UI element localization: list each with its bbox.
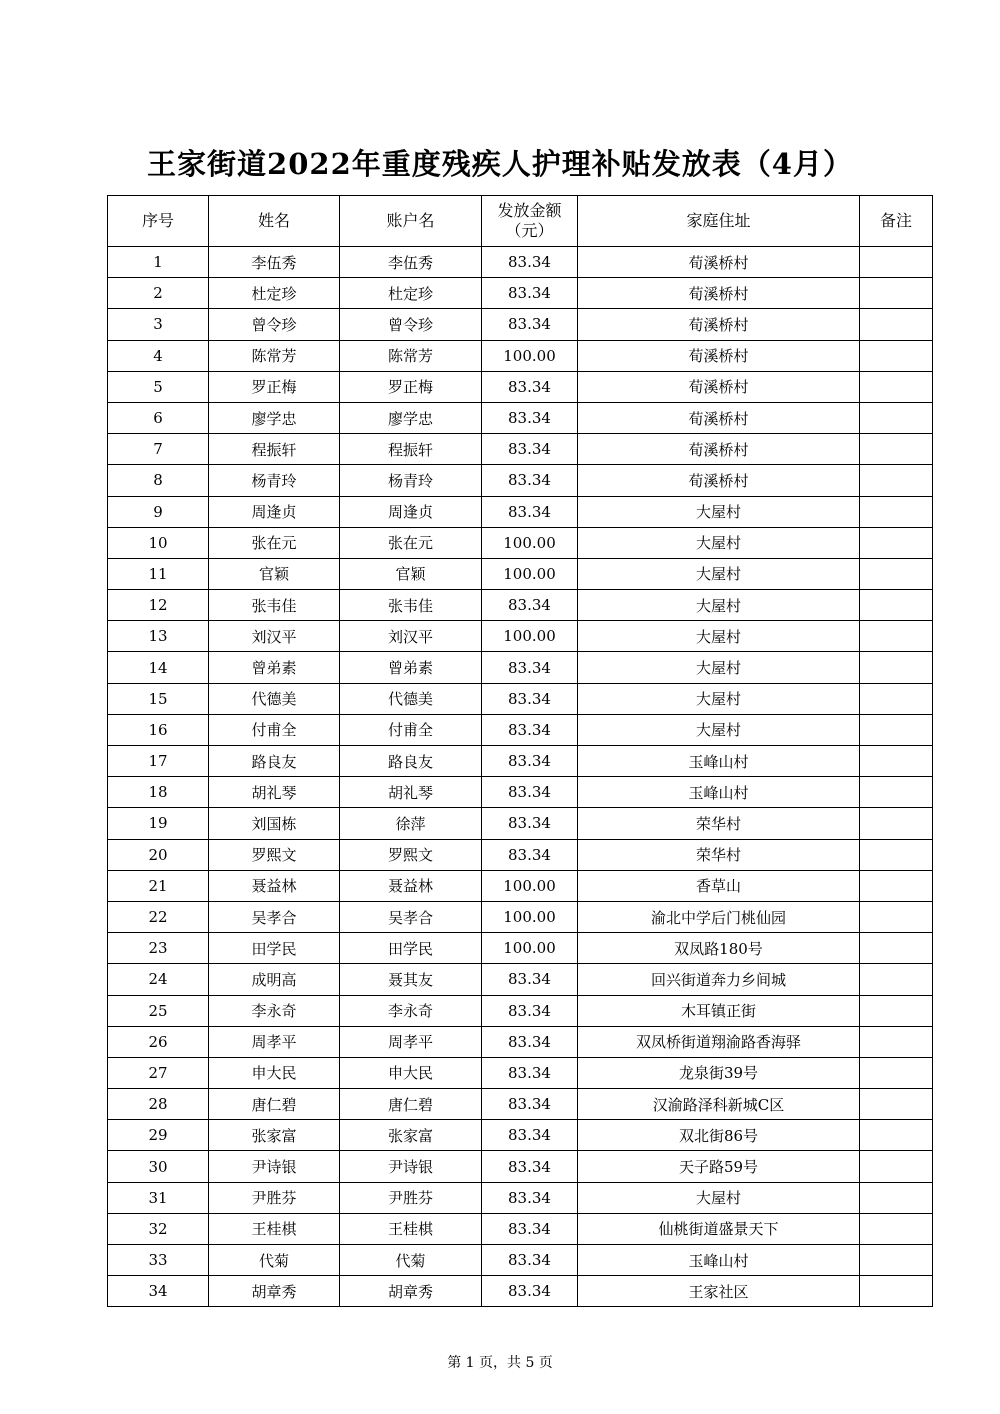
cell-remark: [860, 652, 933, 683]
table-row: [108, 1276, 933, 1307]
cell-account: 王桂棋: [340, 1213, 482, 1244]
cell-account: 尹胜芬: [340, 1182, 482, 1213]
cell-account: 杜定珍: [340, 278, 482, 309]
cell-address: 渝北中学后门桃仙园: [578, 901, 860, 932]
cell-name: 唐仁碧: [209, 1089, 340, 1120]
cell-no: 27: [108, 1057, 209, 1088]
table-row: [108, 340, 933, 371]
cell-name: 杜定珍: [209, 278, 340, 309]
cell-remark: [860, 465, 933, 496]
cell-no: 25: [108, 995, 209, 1026]
cell-remark: [860, 247, 933, 278]
cell-account: 张在元: [340, 527, 482, 558]
cell-address: 双凤桥街道翔渝路香海驿: [578, 1026, 860, 1057]
cell-address: 荀溪桥村: [578, 434, 860, 465]
cell-amount: 83.34: [482, 1089, 578, 1120]
cell-name: 李伍秀: [209, 247, 340, 278]
cell-address: 玉峰山村: [578, 1245, 860, 1276]
cell-name: 付甫全: [209, 714, 340, 745]
cell-account: 官颖: [340, 558, 482, 589]
cell-address: 仙桃街道盛景天下: [578, 1213, 860, 1244]
cell-remark: [860, 1276, 933, 1307]
cell-remark: [860, 1182, 933, 1213]
table-row: [108, 652, 933, 683]
cell-remark: [860, 340, 933, 371]
cell-account: 唐仁碧: [340, 1089, 482, 1120]
cell-account: 陈常芳: [340, 340, 482, 371]
column-header-amount-line1: 发放金额: [497, 201, 562, 220]
table-row: [108, 1213, 933, 1244]
cell-name: 代德美: [209, 683, 340, 714]
table-row: [108, 808, 933, 839]
table-row: [108, 714, 933, 745]
cell-address: 香草山: [578, 870, 860, 901]
cell-account: 刘汉平: [340, 621, 482, 652]
table-row: [108, 870, 933, 901]
cell-account: 代菊: [340, 1245, 482, 1276]
cell-account: 李永奇: [340, 995, 482, 1026]
cell-no: 3: [108, 309, 209, 340]
cell-no: 23: [108, 933, 209, 964]
cell-remark: [860, 1089, 933, 1120]
cell-remark: [860, 402, 933, 433]
cell-no: 13: [108, 621, 209, 652]
cell-amount: 100.00: [482, 870, 578, 901]
cell-name: 罗熙文: [209, 839, 340, 870]
cell-remark: [860, 371, 933, 402]
cell-amount: 83.34: [482, 1026, 578, 1057]
cell-amount: 83.34: [482, 278, 578, 309]
cell-address: 大屋村: [578, 1182, 860, 1213]
table-row: [108, 777, 933, 808]
cell-account: 罗熙文: [340, 839, 482, 870]
cell-no: 34: [108, 1276, 209, 1307]
cell-name: 张韦佳: [209, 590, 340, 621]
cell-remark: [860, 777, 933, 808]
table-row: [108, 1089, 933, 1120]
table-row: [108, 558, 933, 589]
cell-name: 张在元: [209, 527, 340, 558]
table-row: [108, 309, 933, 340]
cell-address: 荀溪桥村: [578, 402, 860, 433]
cell-no: 31: [108, 1182, 209, 1213]
cell-remark: [860, 1120, 933, 1151]
cell-address: 大屋村: [578, 652, 860, 683]
cell-no: 20: [108, 839, 209, 870]
cell-amount: 83.34: [482, 1151, 578, 1182]
cell-address: 大屋村: [578, 590, 860, 621]
cell-no: 10: [108, 527, 209, 558]
cell-name: 刘国栋: [209, 808, 340, 839]
cell-account: 周孝平: [340, 1026, 482, 1057]
cell-address: 荀溪桥村: [578, 309, 860, 340]
cell-remark: [860, 590, 933, 621]
cell-name: 聂益林: [209, 870, 340, 901]
cell-address: 荀溪桥村: [578, 371, 860, 402]
cell-account: 胡礼琴: [340, 777, 482, 808]
cell-amount: 83.34: [482, 746, 578, 777]
cell-address: 荀溪桥村: [578, 340, 860, 371]
cell-amount: 83.34: [482, 839, 578, 870]
cell-amount: 83.34: [482, 995, 578, 1026]
cell-no: 1: [108, 247, 209, 278]
cell-remark: [860, 496, 933, 527]
cell-account: 吴孝合: [340, 901, 482, 932]
cell-no: 16: [108, 714, 209, 745]
cell-no: 30: [108, 1151, 209, 1182]
subsidy-table: [107, 195, 933, 1307]
page-title: 王家街道2022年重度残疾人护理补贴发放表（4月）: [147, 147, 853, 181]
cell-no: 11: [108, 558, 209, 589]
cell-amount: 83.34: [482, 402, 578, 433]
cell-amount: 100.00: [482, 527, 578, 558]
column-header-account: 账户名: [340, 196, 482, 247]
cell-name: 路良友: [209, 746, 340, 777]
cell-remark: [860, 621, 933, 652]
cell-name: 代菊: [209, 1245, 340, 1276]
cell-account: 代德美: [340, 683, 482, 714]
cell-amount: 100.00: [482, 621, 578, 652]
cell-no: 19: [108, 808, 209, 839]
cell-no: 12: [108, 590, 209, 621]
cell-amount: 100.00: [482, 558, 578, 589]
cell-account: 曾弟素: [340, 652, 482, 683]
table-row: [108, 371, 933, 402]
cell-name: 田学民: [209, 933, 340, 964]
cell-no: 33: [108, 1245, 209, 1276]
cell-remark: [860, 278, 933, 309]
table-row: [108, 1245, 933, 1276]
cell-no: 4: [108, 340, 209, 371]
cell-name: 陈常芳: [209, 340, 340, 371]
cell-account: 李伍秀: [340, 247, 482, 278]
cell-remark: [860, 1213, 933, 1244]
cell-name: 曾令珍: [209, 309, 340, 340]
cell-account: 张韦佳: [340, 590, 482, 621]
cell-no: 2: [108, 278, 209, 309]
cell-address: 大屋村: [578, 683, 860, 714]
cell-address: 王家社区: [578, 1276, 860, 1307]
cell-address: 双北街86号: [578, 1120, 860, 1151]
column-header-address: 家庭住址: [578, 196, 860, 247]
table-row: [108, 496, 933, 527]
cell-account: 张家富: [340, 1120, 482, 1151]
table-row: [108, 621, 933, 652]
cell-name: 尹诗银: [209, 1151, 340, 1182]
cell-address: 回兴街道奔力乡间城: [578, 964, 860, 995]
cell-name: 曾弟素: [209, 652, 340, 683]
column-header-remark: 备注: [860, 196, 933, 247]
cell-remark: [860, 527, 933, 558]
cell-amount: 83.34: [482, 714, 578, 745]
cell-account: 田学民: [340, 933, 482, 964]
cell-no: 26: [108, 1026, 209, 1057]
cell-account: 廖学忠: [340, 402, 482, 433]
cell-amount: 100.00: [482, 340, 578, 371]
cell-no: 29: [108, 1120, 209, 1151]
cell-remark: [860, 1151, 933, 1182]
cell-address: 玉峰山村: [578, 746, 860, 777]
cell-remark: [860, 901, 933, 932]
cell-account: 付甫全: [340, 714, 482, 745]
table-row: [108, 901, 933, 932]
cell-remark: [860, 558, 933, 589]
cell-amount: 83.34: [482, 434, 578, 465]
cell-name: 罗正梅: [209, 371, 340, 402]
cell-account: 杨青玲: [340, 465, 482, 496]
cell-name: 成明高: [209, 964, 340, 995]
table-row: [108, 1151, 933, 1182]
table-row: [108, 527, 933, 558]
cell-amount: 83.34: [482, 1276, 578, 1307]
table-body: [108, 247, 933, 1307]
cell-address: 大屋村: [578, 714, 860, 745]
cell-no: 6: [108, 402, 209, 433]
cell-no: 24: [108, 964, 209, 995]
cell-account: 程振轩: [340, 434, 482, 465]
cell-account: 路良友: [340, 746, 482, 777]
cell-no: 15: [108, 683, 209, 714]
cell-account: 胡章秀: [340, 1276, 482, 1307]
cell-account: 聂益林: [340, 870, 482, 901]
cell-no: 17: [108, 746, 209, 777]
table-row: [108, 590, 933, 621]
cell-address: 荣华村: [578, 808, 860, 839]
cell-amount: 83.34: [482, 465, 578, 496]
table-row: [108, 839, 933, 870]
cell-amount: 83.34: [482, 309, 578, 340]
table-row: [108, 933, 933, 964]
cell-address: 荀溪桥村: [578, 247, 860, 278]
cell-name: 王桂棋: [209, 1213, 340, 1244]
cell-amount: 83.34: [482, 1213, 578, 1244]
cell-remark: [860, 1245, 933, 1276]
cell-remark: [860, 870, 933, 901]
table-row: [108, 434, 933, 465]
cell-name: 张家富: [209, 1120, 340, 1151]
cell-name: 李永奇: [209, 995, 340, 1026]
cell-address: 龙泉街39号: [578, 1057, 860, 1088]
cell-name: 尹胜芬: [209, 1182, 340, 1213]
cell-address: 双凤路180号: [578, 933, 860, 964]
cell-name: 周孝平: [209, 1026, 340, 1057]
cell-name: 胡礼琴: [209, 777, 340, 808]
cell-remark: [860, 434, 933, 465]
cell-address: 大屋村: [578, 558, 860, 589]
cell-remark: [860, 1026, 933, 1057]
table-row: [108, 278, 933, 309]
cell-remark: [860, 839, 933, 870]
cell-amount: 83.34: [482, 683, 578, 714]
table-row: [108, 1026, 933, 1057]
cell-amount: 83.34: [482, 964, 578, 995]
cell-amount: 83.34: [482, 496, 578, 527]
cell-no: 14: [108, 652, 209, 683]
cell-address: 天子路59号: [578, 1151, 860, 1182]
cell-name: 程振轩: [209, 434, 340, 465]
cell-name: 申大民: [209, 1057, 340, 1088]
cell-account: 罗正梅: [340, 371, 482, 402]
cell-address: 荣华村: [578, 839, 860, 870]
cell-address: 玉峰山村: [578, 777, 860, 808]
page-footer: 第 1 页，共 5 页: [447, 1355, 553, 1371]
cell-name: 周逢贞: [209, 496, 340, 527]
cell-no: 21: [108, 870, 209, 901]
cell-amount: 100.00: [482, 933, 578, 964]
cell-account: 申大民: [340, 1057, 482, 1088]
cell-remark: [860, 808, 933, 839]
cell-amount: 83.34: [482, 652, 578, 683]
table-row: [108, 1182, 933, 1213]
cell-account: 聂其友: [340, 964, 482, 995]
cell-no: 5: [108, 371, 209, 402]
cell-no: 7: [108, 434, 209, 465]
cell-no: 22: [108, 901, 209, 932]
cell-name: 官颖: [209, 558, 340, 589]
cell-address: 汉渝路泽科新城C区: [578, 1089, 860, 1120]
cell-remark: [860, 933, 933, 964]
column-header-amount: [482, 196, 578, 247]
cell-name: 杨青玲: [209, 465, 340, 496]
cell-amount: 83.34: [482, 590, 578, 621]
cell-amount: 83.34: [482, 1120, 578, 1151]
cell-amount: 83.34: [482, 1182, 578, 1213]
table-row: [108, 964, 933, 995]
cell-address: 大屋村: [578, 496, 860, 527]
cell-remark: [860, 714, 933, 745]
cell-amount: 83.34: [482, 1245, 578, 1276]
column-header-name: 姓名: [209, 196, 340, 247]
cell-amount: 83.34: [482, 808, 578, 839]
cell-address: 大屋村: [578, 527, 860, 558]
cell-account: 曾令珍: [340, 309, 482, 340]
cell-no: 9: [108, 496, 209, 527]
cell-name: 胡章秀: [209, 1276, 340, 1307]
table-row: [108, 465, 933, 496]
cell-no: 18: [108, 777, 209, 808]
column-header-amount-line2: （元）: [505, 221, 554, 240]
table-row: [108, 746, 933, 777]
cell-no: 32: [108, 1213, 209, 1244]
table-row: [108, 402, 933, 433]
cell-account: 徐萍: [340, 808, 482, 839]
table-row: [108, 247, 933, 278]
cell-no: 28: [108, 1089, 209, 1120]
cell-amount: 83.34: [482, 1057, 578, 1088]
cell-remark: [860, 964, 933, 995]
column-header-no: 序号: [108, 196, 209, 247]
cell-remark: [860, 746, 933, 777]
cell-remark: [860, 1057, 933, 1088]
cell-amount: 83.34: [482, 371, 578, 402]
cell-amount: 100.00: [482, 901, 578, 932]
cell-remark: [860, 309, 933, 340]
cell-name: 廖学忠: [209, 402, 340, 433]
cell-remark: [860, 995, 933, 1026]
table-row: [108, 1057, 933, 1088]
table-header-row: [108, 196, 933, 247]
cell-remark: [860, 683, 933, 714]
cell-amount: 83.34: [482, 777, 578, 808]
cell-no: 8: [108, 465, 209, 496]
cell-address: 大屋村: [578, 621, 860, 652]
cell-address: 荀溪桥村: [578, 465, 860, 496]
cell-name: 吴孝合: [209, 901, 340, 932]
cell-name: 刘汉平: [209, 621, 340, 652]
cell-account: 周逢贞: [340, 496, 482, 527]
cell-address: 木耳镇正街: [578, 995, 860, 1026]
table-row: [108, 683, 933, 714]
cell-account: 尹诗银: [340, 1151, 482, 1182]
cell-address: 荀溪桥村: [578, 278, 860, 309]
table-row: [108, 995, 933, 1026]
cell-amount: 83.34: [482, 247, 578, 278]
table-row: [108, 1120, 933, 1151]
